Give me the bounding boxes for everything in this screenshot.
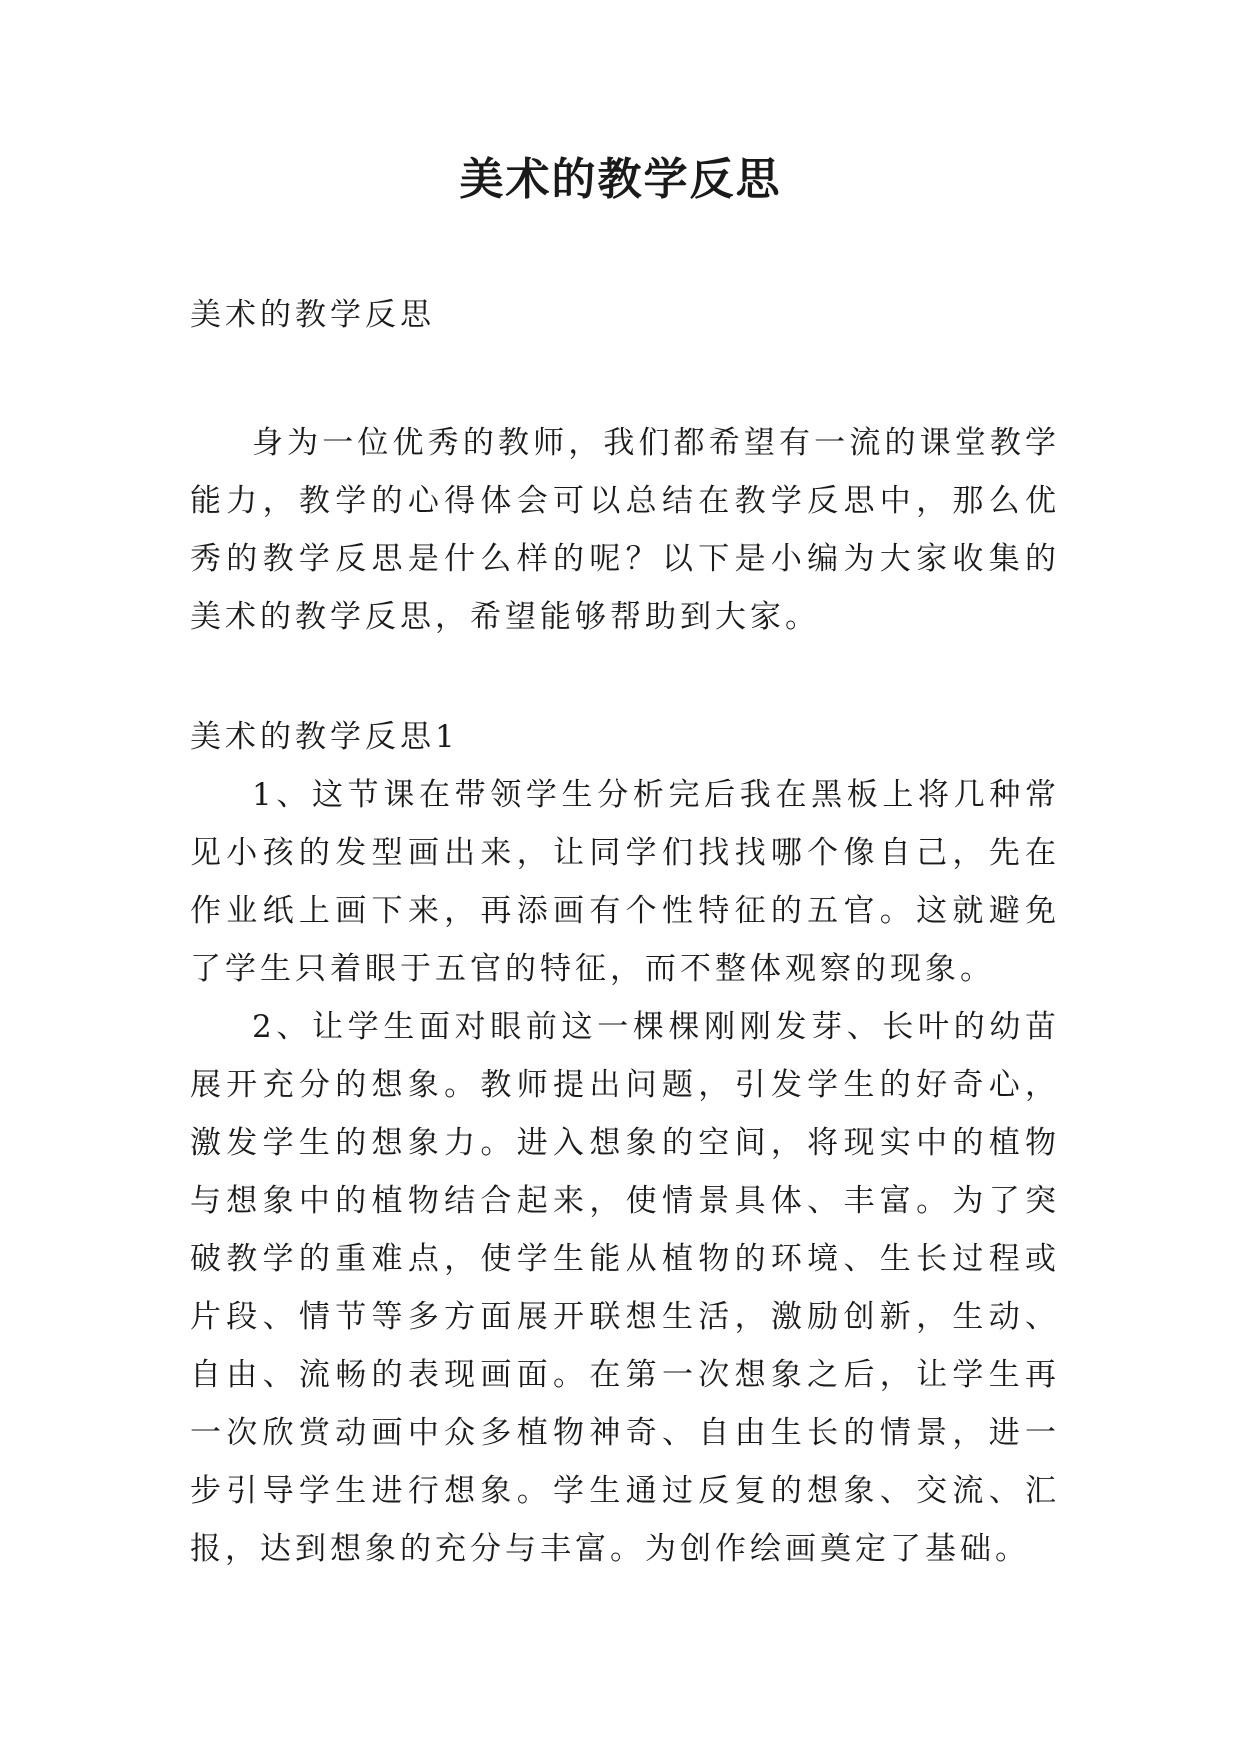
document-subtitle: 美术的教学反思 <box>190 297 435 333</box>
section-heading: 美术的教学反思1 <box>190 719 459 755</box>
spacer <box>190 340 1060 414</box>
document-body <box>190 290 1060 1578</box>
body-paragraph-2: 2、让学生面对眼前这一棵棵刚刚发芽、长叶的幼苗展开充分的想象。教师提出问题，引发学生的好奇心，激发学生的想象力。进入想象的空间，将现实中的植物与想象中的植物结合起来，使情景具体、丰富。为了突破教学的重难点，使学生能从植物的环境、生长过程或片段、情节等多方面展开联想生活，激励创新，生动、自由、流畅的表现画面。在第一次想象之后，让学生再一次欣赏动画中众多植物神奇、自由生长的情景，进一步引导学生进行想象。学生通过反复的想象、交流、汇报，达到想象的充分与丰富。为创作绘画奠定了基础。 <box>190 1009 1060 1567</box>
document-title: 美术的教学反思 <box>459 154 782 205</box>
spacer <box>190 646 1060 708</box>
intro-paragraph: 身为一位优秀的教师，我们都希望有一流的课堂教学能力，教学的心得体会可以总结在教学反思中，那么优秀的教学反思是什么样的呢？以下是小编为大家收集的美术的教学反思，希望能够帮助到大家。 <box>190 425 1060 635</box>
body-paragraph-1: 1、这节课在带领学生分析完后我在黑板上将几种常见小孩的发型画出来，让同学们找找哪个像自己，先在作业纸上画下来，再添画有个性特征的五官。这就避免了学生只着眼于五官的特征，而不整体观察的现象。 <box>190 777 1060 987</box>
